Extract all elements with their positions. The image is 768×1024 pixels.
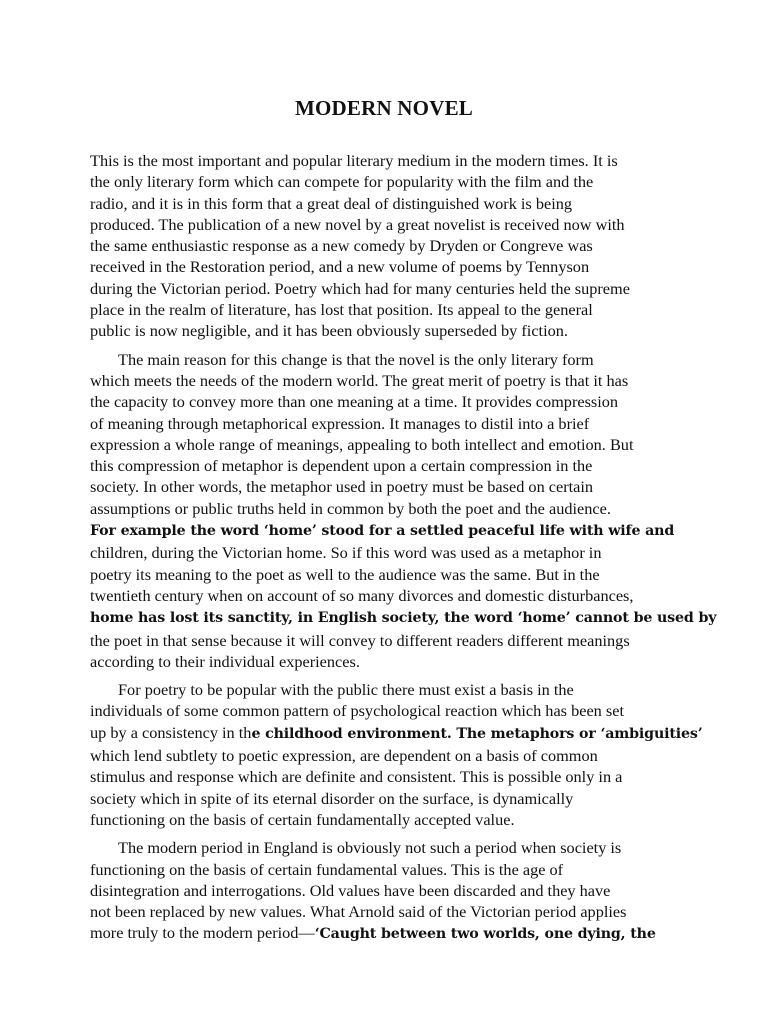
text-line: [90, 349, 670, 370]
text-line: [90, 320, 670, 341]
text-line: [90, 809, 670, 830]
text-run: the poet in that sense because it will convey to different readers different meanings: [90, 630, 630, 650]
text-line: [90, 766, 670, 787]
text-run: society which in spite of its eternal disorder on the surface, is dynamically: [90, 788, 574, 808]
text-line: [90, 679, 670, 700]
text-line: [90, 745, 670, 766]
text-run: stimulus and response which are definite and consistent. This is possible only in a: [90, 767, 623, 787]
text-run: which meets the needs of the modern world. The great merit of poetry is that it has: [90, 370, 629, 390]
text-line: [90, 788, 670, 809]
text-run: according to their individual experiences.: [90, 651, 360, 671]
text-line: [90, 837, 670, 858]
text-line: [90, 922, 670, 945]
text-line: [90, 278, 670, 299]
bold-text-run: home has lost its sanctity, in English society, the word ‘home’ cannot be used by: [90, 610, 717, 627]
text-run: up by a consistency in th: [90, 722, 252, 742]
text-run: individuals of some common pattern of psychological reaction which has been set: [90, 701, 624, 721]
text-run: twentieth century when on account of so many divorces and domestic disturbances,: [90, 585, 634, 605]
text-run: disintegration and interrogations. Old values have been discarded and they have: [90, 880, 611, 900]
text-line: [90, 498, 670, 519]
text-line: [90, 564, 670, 585]
text-run: assumptions or public truths held in common by both the poet and the audience.: [90, 498, 611, 518]
text-run: society. In other words, the metaphor used in poetry must be based on certain: [90, 477, 594, 497]
text-line: [90, 235, 670, 256]
text-line: [90, 542, 670, 563]
text-run: place in the realm of literature, has lost that position. Its appeal to the general: [90, 300, 593, 320]
text-line: [90, 722, 703, 745]
text-run: The modern period in England is obviously not such a period when society is: [118, 838, 622, 858]
text-line: [90, 651, 670, 672]
paragraph-3: [90, 679, 703, 830]
text-line: [90, 585, 670, 606]
document-body: [90, 150, 717, 953]
text-run: The main reason for this change is that the novel is the only literary form: [118, 349, 594, 369]
text-line: [90, 299, 670, 320]
text-run: during the Victorian period. Poetry which had for many centuries held the supreme: [90, 278, 630, 298]
text-run: radio, and it is in this form that a great deal of distinguished work is being: [90, 193, 573, 213]
page-title: MODERN NOVEL: [295, 96, 473, 120]
text-line: [90, 434, 670, 455]
text-line: [90, 150, 670, 171]
text-run: which lend subtlety to poetic expression, are dependent on a basis of common: [90, 746, 598, 766]
text-run: children, during the Victorian home. So if this word was used as a metaphor in: [90, 543, 602, 563]
text-line: [90, 859, 670, 880]
text-run: the capacity to convey more than one meaning at a time. It provides compression: [90, 392, 619, 412]
bold-text-run: For example the word ‘home’ stood for a settled peaceful life with wife and: [90, 523, 675, 540]
text-line: [90, 193, 670, 214]
text-line: [90, 700, 670, 721]
text-run: the only literary form which can compete for popularity with the film and the: [90, 172, 594, 192]
text-line: [90, 455, 670, 476]
paragraph-4: [90, 837, 670, 945]
text-line: [90, 370, 670, 391]
text-run: This is the most important and popular literary medium in the modern times. It is: [90, 151, 618, 170]
text-line: [90, 880, 670, 901]
text-run: the same enthusiastic response as a new comedy by Dryden or Congreve was: [90, 236, 593, 256]
text-run: not been replaced by new values. What Arnold said of the Victorian period applies: [90, 902, 627, 922]
text-run: this compression of metaphor is dependent upon a certain compression in the: [90, 456, 593, 476]
text-run: For poetry to be popular with the public there must exist a basis in the: [118, 680, 574, 700]
text-run: received in the Restoration period, and a new volume of poems by Tennyson: [90, 257, 590, 277]
bold-text-run: e childhood environment. The metaphors or ‘ambiguities’: [251, 725, 703, 742]
paragraph-2: [90, 349, 717, 672]
text-line: [90, 901, 670, 922]
text-line: [90, 476, 670, 497]
text-line: [90, 391, 670, 412]
bold-text-run: ‘Caught between two worlds, one dying, the: [314, 926, 656, 943]
text-run: produced. The publication of a new novel by a great novelist is received now with: [90, 214, 625, 234]
text-run: of meaning through metaphorical expression. It manages to distil into a brief: [90, 413, 590, 433]
text-run: more truly to the modern period—: [90, 923, 315, 943]
text-line: [90, 413, 670, 434]
text-run: poetry its meaning to the poet as well to the audience was the same. But in the: [90, 564, 600, 584]
text-run: public is now negligible, and it has been obviously superseded by fiction.: [90, 321, 568, 341]
text-line: [90, 214, 670, 235]
text-line: [90, 519, 675, 542]
text-run: functioning on the basis of certain fundamental values. This is the age of: [90, 859, 564, 879]
text-line: [90, 606, 717, 629]
text-line: [90, 256, 670, 277]
text-run: functioning on the basis of certain fundamentally accepted value.: [90, 809, 515, 829]
text-line: [90, 630, 670, 651]
paragraph-1: [90, 150, 670, 342]
text-run: expression a whole range of meanings, appealing to both intellect and emotion. But: [90, 434, 634, 454]
text-line: [90, 171, 670, 192]
